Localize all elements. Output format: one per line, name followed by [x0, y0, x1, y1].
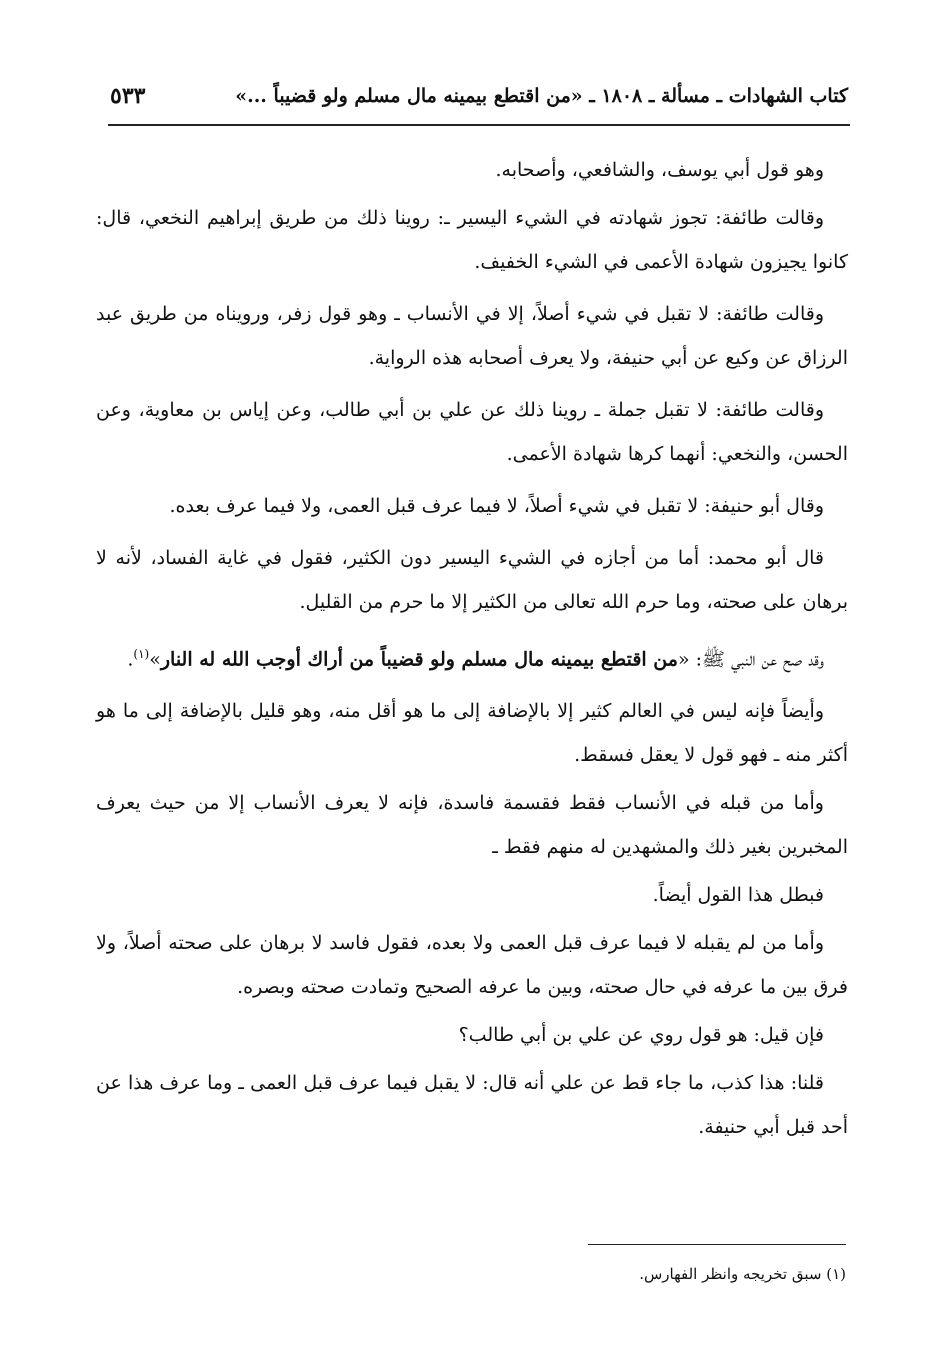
hadith-text: من اقتطع بيمينه مال مسلم ولو قضيباً من أراك أوجب الله له النار	[160, 648, 678, 671]
paragraph: وقالت طائفة: لا تقبل في شيء أصلاً، إلا في الأنساب ـ وهو قول زفر، ورويناه من طريق عبد الرزاق عن وكيع عن أبي حنيفة، ولا يعرف أصحابه هذه الرواية.	[96, 303, 848, 369]
hadith-paragraph	[96, 632, 848, 681]
paragraph: قلنا: هذا كذب، ما جاء قط عن علي أنه قال: لا يقبل فيما عرف قبل العمى ـ وما عرف هذا عن أحد قبل أبي حنيفة.	[96, 1072, 848, 1139]
footnote-reference: (١)	[133, 647, 150, 661]
paragraph: فإن قيل: هو قول روي عن علي بن أبي طالب؟	[458, 1024, 824, 1047]
paragraph: وهو قول أبي يوسف، والشافعي، وأصحابه.	[495, 159, 824, 181]
hadith-close: »	[149, 648, 161, 671]
header-rule	[108, 124, 850, 126]
paragraph: وقالت طائفة: لا تقبل جملة ـ روينا ذلك عن علي بن أبي طالب، وعن إياس بن معاوية، وعن الحسن، والنخعي: أنهما كرها شهادة الأعمى.	[96, 399, 848, 465]
hadith-end: .	[127, 648, 134, 671]
footnote-rule	[588, 1244, 846, 1245]
main-text	[96, 148, 848, 1153]
paragraph: وقال أبو حنيفة: لا تقبل في شيء أصلاً، لا فيما عرف قبل العمى، ولا فيما عرف بعده.	[169, 495, 824, 517]
page-number: ٥٣٣	[110, 83, 146, 109]
paragraph: قال أبو محمد: أما من أجازه في الشيء اليسير دون الكثير، فقول في غاية الفساد، لأنه لا برهان على صحته، وما حرم الله تعالى من الكثير إلا ما حرم من القليل.	[96, 547, 848, 613]
paragraph: فبطل هذا القول أيضاً.	[652, 884, 824, 907]
hadith-lead: وقد صح عن النبي ﷺ: «	[677, 648, 824, 671]
running-title: كتاب الشهادات ـ مسألة ـ ١٨٠٨ ـ «من اقتطع بيمينه مال مسلم ولو قضيباً ...»	[235, 85, 848, 107]
paragraph: وقالت طائفة: تجوز شهادته في الشيء اليسير ـ: روينا ذلك من طريق إبراهيم النخعي، قال: كانوا يجيزون شهادة الأعمى في الشيء الخفيف.	[96, 207, 848, 273]
running-header	[110, 78, 848, 114]
footnote: (١) سبق تخريجه وانظر الفهارس.	[639, 1265, 846, 1283]
paragraph: وأما من لم يقبله لا فيما عرف قبل العمى ولا بعده، فقول فاسد لا برهان على صحته أصلاً، ولا فرق بين ما عرفه في حال صحته، وبين ما عرفه الصحيح وتمادت صحته وبصره.	[96, 932, 848, 999]
paragraph: وأما من قبله في الأنساب فقط فقسمة فاسدة، فإنه لا يعرف الأنساب إلا من حيث يعرف المخبرين بغير ذلك والمشهدين له منهم فقط ـ	[96, 792, 848, 859]
paragraph: وأيضاً فإنه ليس في العالم كثير إلا بالإضافة إلى ما هو أقل منه، وهو قليل بالإضافة إلى ما هو أكثر منه ـ فهو قول لا يعقل فسقط.	[96, 700, 848, 767]
